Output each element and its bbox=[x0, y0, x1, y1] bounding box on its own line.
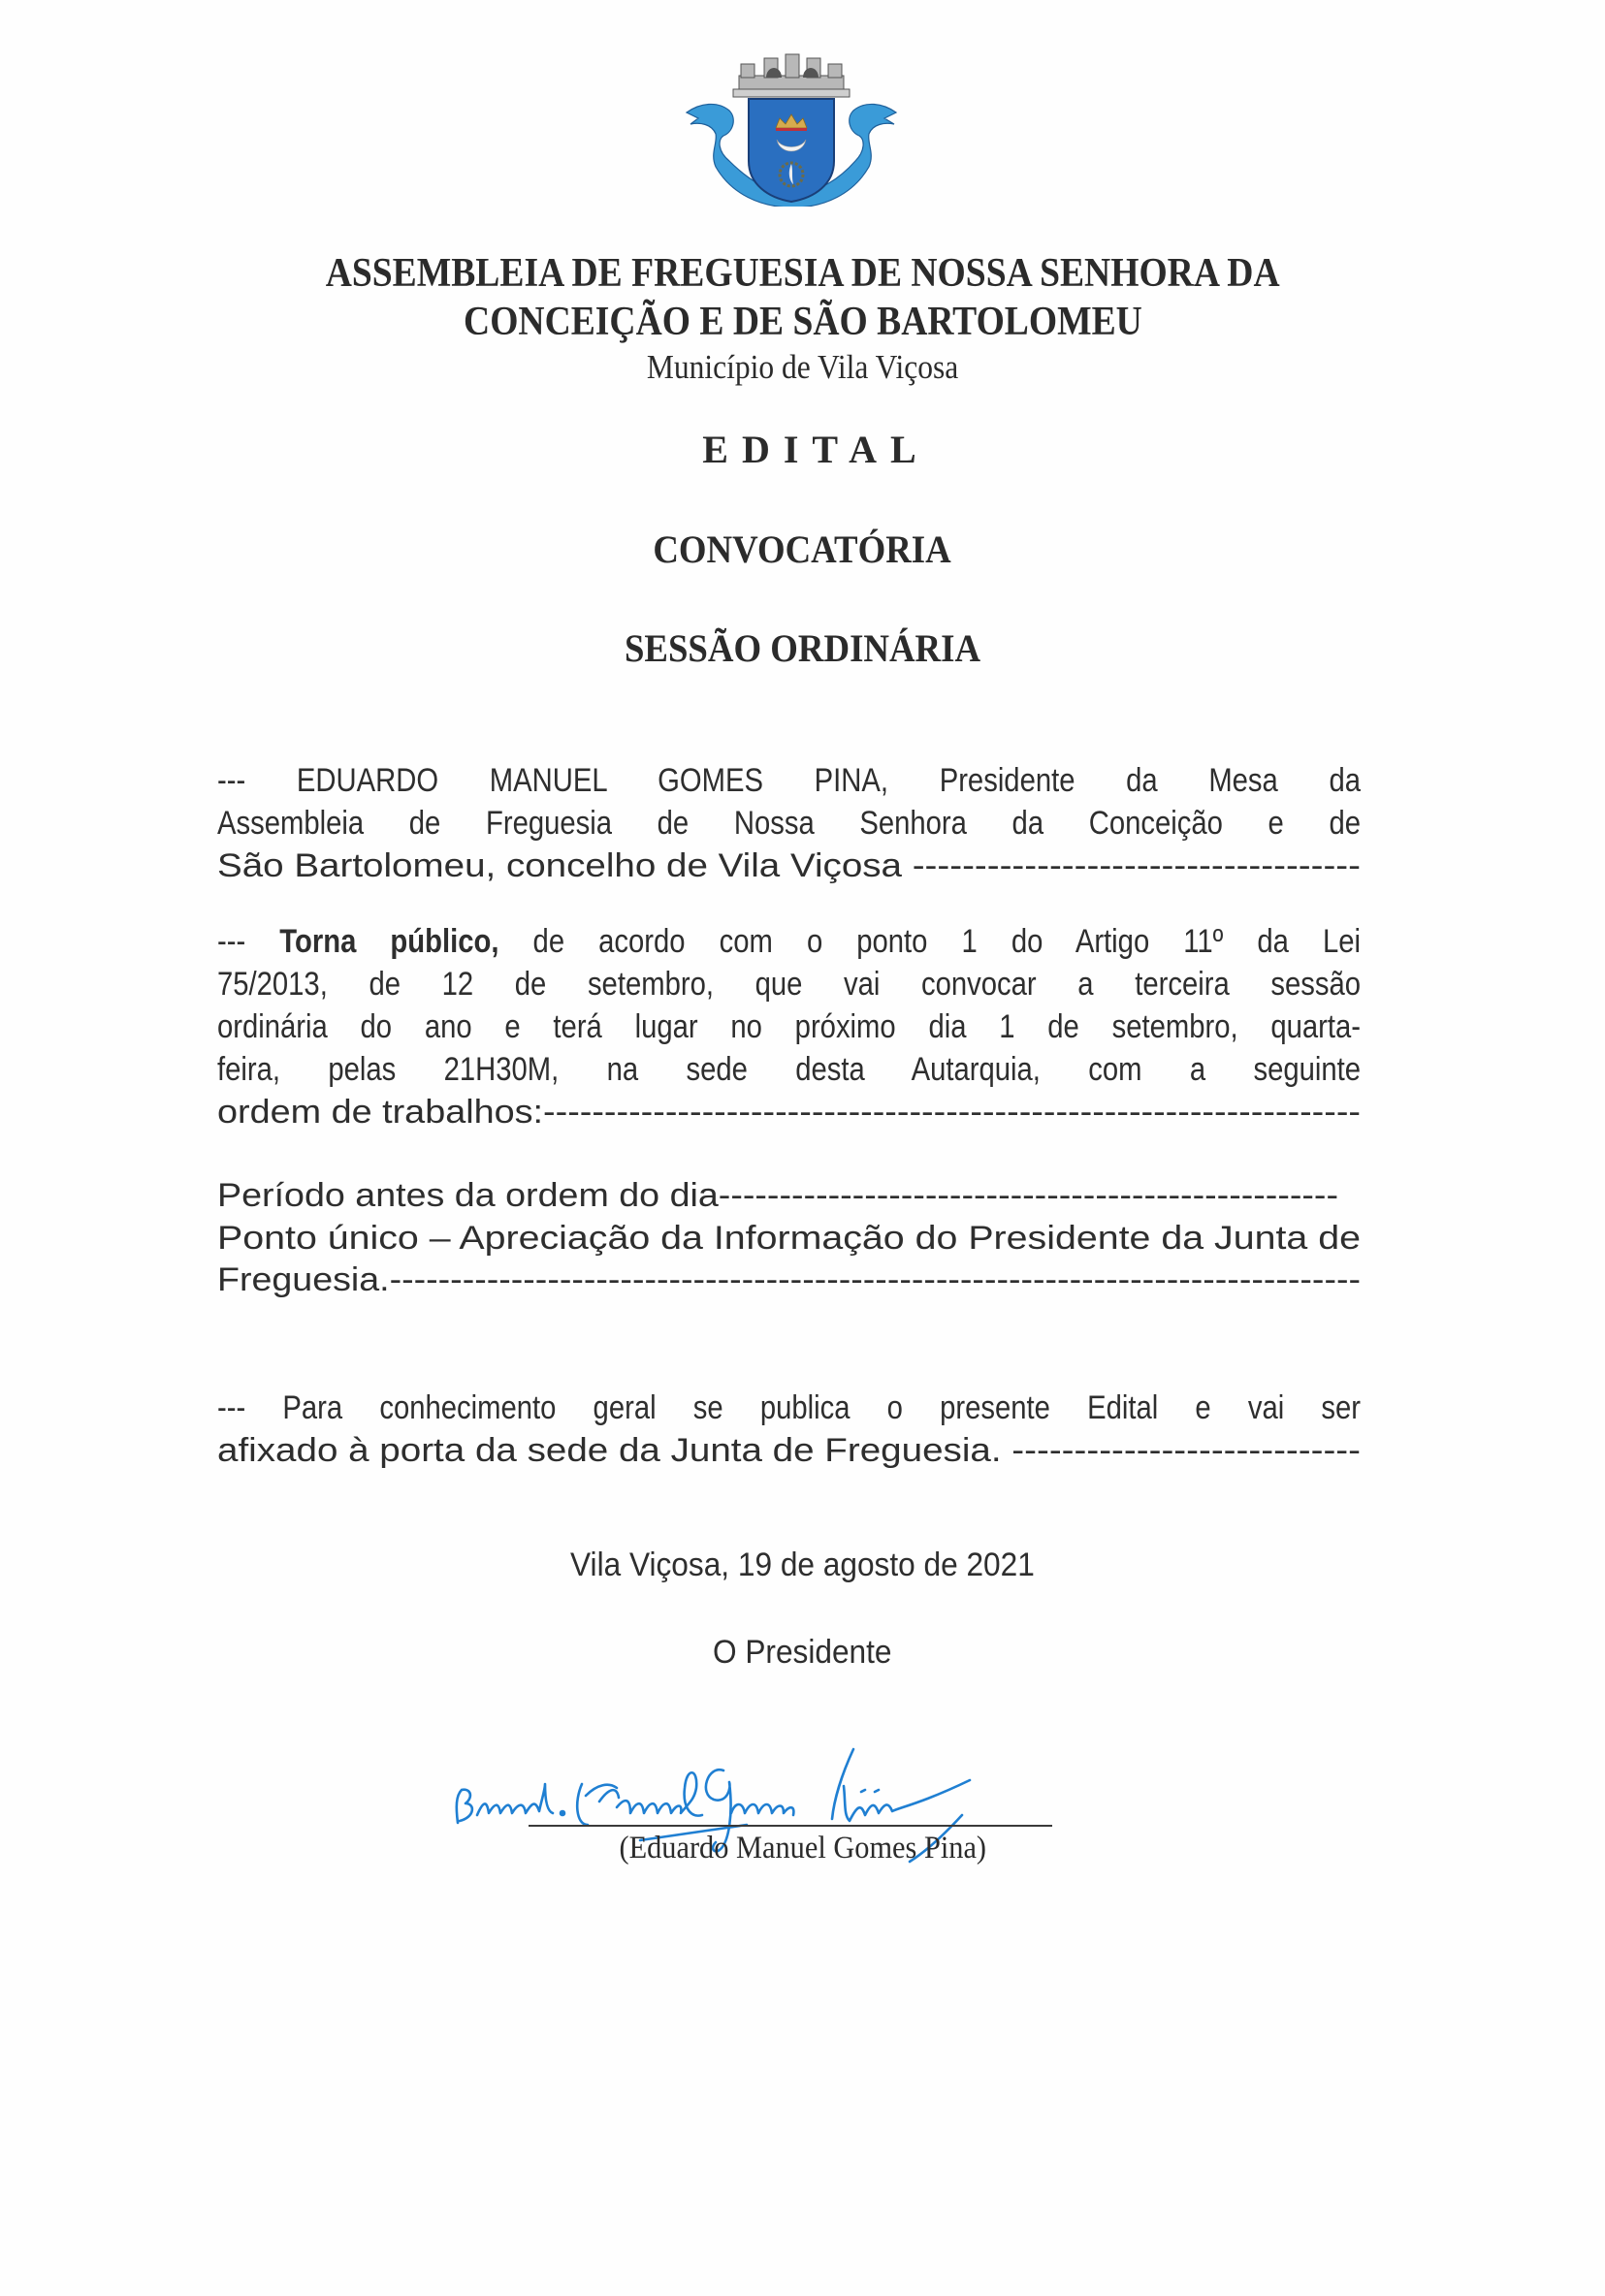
paragraph-3-text-2: afixado à porta da sede da Junta de Freguesia. ---------------------------- bbox=[217, 1432, 1361, 1469]
document-type-text: EDITAL bbox=[702, 428, 930, 471]
signatory-name bbox=[0, 1833, 1605, 1865]
signatory-role-text: O Presidente bbox=[713, 1634, 892, 1671]
paragraph-1-text-2: Assembleia de Freguesia de Nossa Senhora da Conceição e de bbox=[217, 805, 1361, 842]
paragraph-1-line bbox=[217, 849, 1361, 882]
session-heading bbox=[0, 626, 1605, 670]
paragraph-3-line bbox=[217, 1391, 1361, 1424]
paragraph-2-line bbox=[217, 968, 1361, 1001]
paragraph-3-text-1: --- Para conhecimento geral se publica o presente Edital e vai ser bbox=[217, 1389, 1362, 1426]
paragraph-2-line-1-rest: de acordo com o ponto 1 do Artigo 11º da Lei bbox=[498, 923, 1361, 960]
paragraph-2-line bbox=[217, 1010, 1361, 1043]
paragraph-2-line bbox=[217, 925, 1361, 958]
announcement-bold-text: Torna público, bbox=[279, 923, 499, 960]
signature-line bbox=[529, 1825, 1052, 1827]
paragraph-2-first-line bbox=[217, 925, 1361, 958]
agenda-line bbox=[217, 1179, 1361, 1212]
place-and-date-text: Vila Viçosa, 19 de agosto de 2021 bbox=[570, 1547, 1035, 1583]
institution-title-line-1 bbox=[0, 253, 1605, 294]
municipality-subtitle-text: Município de Vila Viçosa bbox=[646, 348, 959, 386]
agenda-period-before: Período antes da ordem do dia--------------------------------------------------- bbox=[217, 1177, 1338, 1214]
paragraph-2-text-2: 75/2013, de 12 de setembro, que vai convocar a terceira sessão bbox=[217, 966, 1361, 1003]
document-type-heading bbox=[0, 430, 1605, 469]
convocation-heading bbox=[0, 527, 1605, 571]
paragraph-2-text-4: feira, pelas 21H30M, na sede desta Autarquia, com a seguinte bbox=[217, 1051, 1361, 1088]
agenda-single-point: Ponto único – Apreciação da Informação do Presidente da Junta de bbox=[217, 1220, 1361, 1257]
institution-title-line-2 bbox=[0, 302, 1605, 342]
paragraph-1-text-3: São Bartolomeu, concelho de Vila Viçosa ------------------------------------ bbox=[217, 847, 1361, 884]
municipality-subtitle bbox=[0, 350, 1605, 384]
convocation-heading-text: CONVOCATÓRIA bbox=[653, 527, 952, 571]
institution-title-text-2: CONCEIÇÃO E DE SÃO BARTOLOMEU bbox=[463, 300, 1142, 344]
signatory-name-text: (Eduardo Manuel Gomes Pina) bbox=[619, 1831, 986, 1866]
paragraph-2-text-5: ordem de trabalhos:------------------------------------------------------------------- bbox=[217, 1094, 1361, 1131]
agenda-line bbox=[217, 1222, 1361, 1255]
place-and-date bbox=[0, 1548, 1605, 1581]
institution-title-text-1: ASSEMBLEIA DE FREGUESIA DE NOSSA SENHORA DA bbox=[325, 251, 1280, 296]
paragraph-1-line bbox=[217, 807, 1361, 840]
paragraph-2-lead: --- bbox=[217, 923, 280, 960]
paragraph-2-line bbox=[217, 1096, 1361, 1129]
signatory-role bbox=[0, 1636, 1605, 1669]
coat-of-arms-icon bbox=[679, 47, 902, 207]
paragraph-2-line bbox=[217, 1053, 1361, 1086]
paragraph-3-line bbox=[217, 1434, 1361, 1467]
paragraph-1-line bbox=[217, 764, 1361, 797]
agenda-single-point-cont: Freguesia.-------------------------------------------------------------------------------- bbox=[217, 1261, 1361, 1298]
session-heading-text: SESSÃO ORDINÁRIA bbox=[624, 626, 981, 670]
agenda-line bbox=[217, 1263, 1361, 1296]
paragraph-2-text-3: ordinária do ano e terá lugar no próximo dia 1 de setembro, quarta- bbox=[217, 1008, 1362, 1045]
paragraph-1-text-1: --- EDUARDO MANUEL GOMES PINA, Presidente da Mesa da bbox=[217, 762, 1362, 799]
